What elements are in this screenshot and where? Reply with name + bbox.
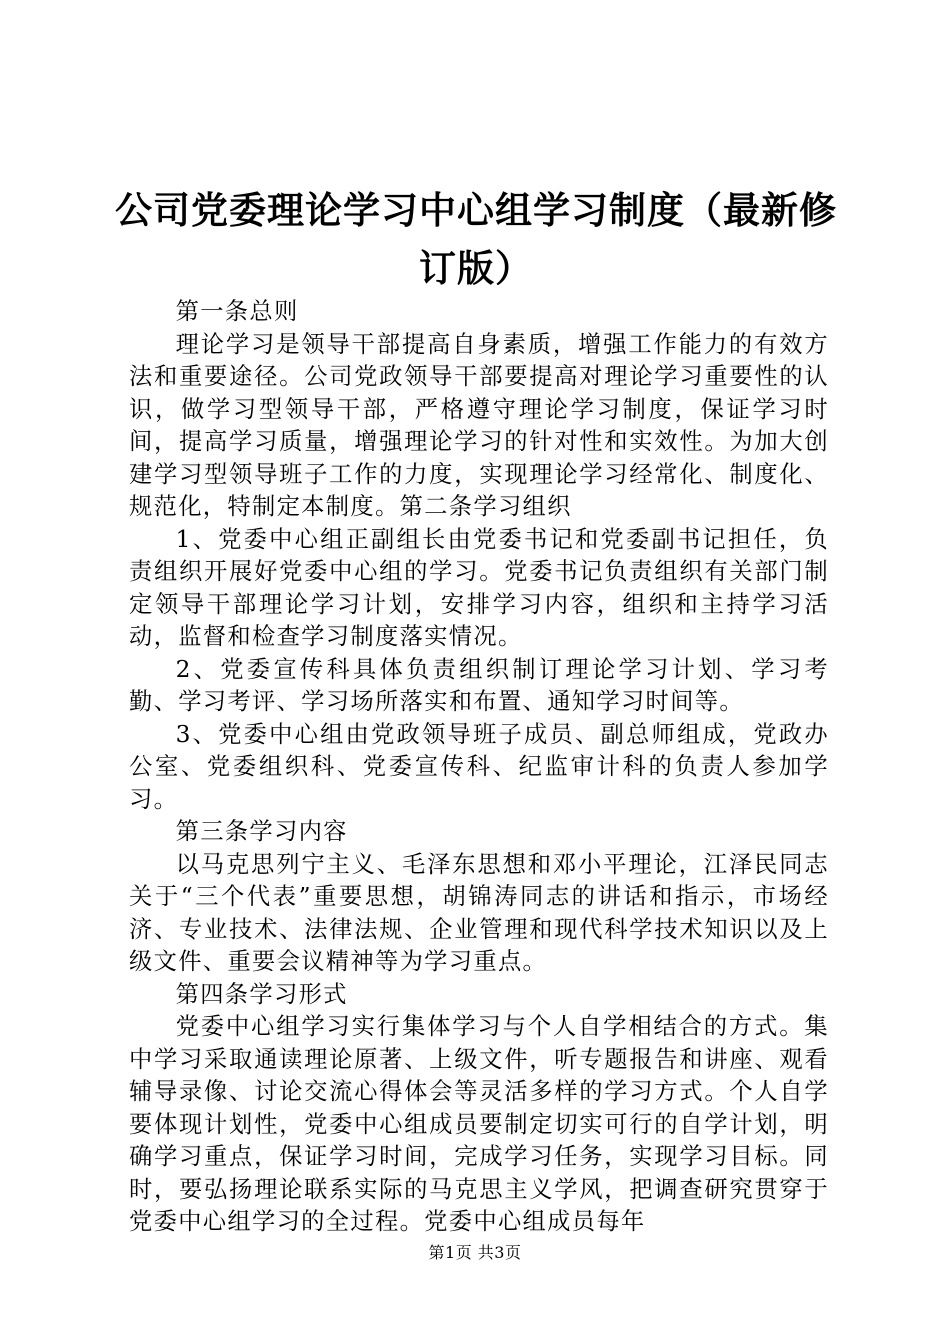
document-title: 公司党委理论学习中心组学习制度（最新修订版） — [115, 189, 837, 290]
paragraph-organization-3: 3、党委中心组由党政领导班子成员、副总师组成，党政办公室、党委组织科、党委宣传科、纪监审计科的负责人参加学习。 — [129, 720, 829, 813]
page-number-footer: 第1页 共3页 — [428, 1243, 522, 1262]
paragraph-content: 以马克思列宁主义、毛泽东思想和邓小平理论，江泽民同志关于“三个代表”重要思想，胡锦涛同志的讲话和指示，市场经济、专业技术、法律法规、企业管理和现代科学技术知识以及上级文件、重要会议精神等为学习重点。 — [129, 850, 829, 975]
section-heading-form: 第四条学习形式 — [175, 980, 348, 1008]
paragraph-organization-2: 2、党委宣传科具体负责组织制订理论学习计划、学习考勤、学习考评、学习场所落实和布置、通知学习时间等。 — [129, 655, 829, 715]
paragraph-form: 党委中心组学习实行集体学习与个人自学相结合的方式。集中学习采取通读理论原著、上级文件，听专题报告和讲座、观看辅导录像、讨论交流心得体会等灵活多样的学习方式。个人自学要体现计划性，党委中心组成员要制定切实可行的自学计划，明确学习重点，保证学习时间，完成学习任务，实现学习目标。同时，要弘扬理论联系实际的马克思主义学风，把调查研究贯穿于党委中心组学习的全过程。党委中心组成员每年 — [129, 1013, 829, 1235]
document-body — [129, 296, 829, 1239]
paragraph-organization-1: 1、党委中心组正副组长由党委书记和党委副书记担任，负责组织开展好党委中心组的学习。党委书记负责组织有关部门制定领导干部理论学习计划，安排学习内容，组织和主持学习活动，监督和检查学习制度落实情况。 — [129, 525, 829, 650]
section-heading-general: 第一条总则 — [175, 298, 299, 325]
section-heading-content: 第三条学习内容 — [175, 818, 348, 845]
paragraph-general: 理论学习是领导干部提高自身素质，增强工作能力的有效方法和重要途径。公司党政领导干部要提高对理论学习重要性的认识，做学习型领导干部，严格遵守理论学习制度，保证学习时间，提高学习质量，增强理论学习的针对性和实效性。为加大创建学习型领导班子工作的力度，实现理论学习经常化、制度化、规范化，特制定本制度。第二条学习组织 — [129, 330, 829, 520]
